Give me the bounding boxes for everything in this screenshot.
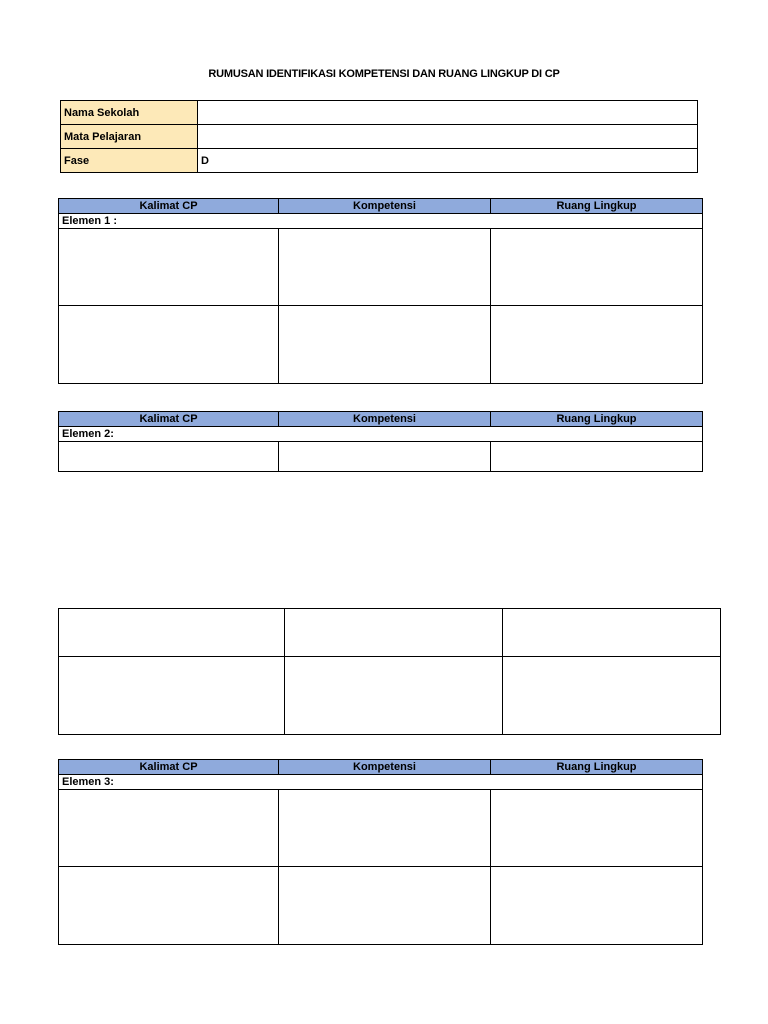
info-label-school: Nama Sekolah	[61, 101, 198, 125]
document-title: RUMUSAN IDENTIFIKASI KOMPETENSI DAN RUANG LINGKUP DI CP	[208, 68, 560, 80]
header-kalimat-cp: Kalimat CP	[59, 199, 279, 214]
element-label-row	[59, 775, 703, 790]
cell-kompetensi[interactable]	[279, 790, 491, 867]
cell-kompetensi[interactable]	[285, 609, 503, 657]
element-1-label: Elemen 1 :	[59, 214, 703, 229]
header-kalimat-cp: Kalimat CP	[59, 412, 279, 427]
cell-kalimat-cp[interactable]	[59, 657, 285, 735]
header-row	[59, 412, 703, 427]
cell-ruang-lingkup[interactable]	[491, 790, 703, 867]
cell-kalimat-cp[interactable]	[59, 790, 279, 867]
cell-ruang-lingkup[interactable]	[491, 229, 703, 306]
cell-ruang-lingkup[interactable]	[491, 442, 703, 472]
cell-kompetensi[interactable]	[279, 442, 491, 472]
element-2-continuation-table	[58, 608, 721, 735]
cell-kalimat-cp[interactable]	[59, 609, 285, 657]
cell-kompetensi[interactable]	[285, 657, 503, 735]
element-label-row	[59, 427, 703, 442]
table-row	[59, 229, 703, 306]
cell-kalimat-cp[interactable]	[59, 867, 279, 945]
header-kompetensi: Kompetensi	[279, 760, 491, 775]
table-row	[59, 867, 703, 945]
cell-kalimat-cp[interactable]	[59, 229, 279, 306]
element-3-table	[58, 759, 703, 945]
cell-kalimat-cp[interactable]	[59, 306, 279, 384]
element-3-label: Elemen 3:	[59, 775, 703, 790]
header-row	[59, 199, 703, 214]
info-row-school	[61, 101, 698, 125]
info-value-school[interactable]	[198, 101, 698, 125]
header-kompetensi: Kompetensi	[279, 199, 491, 214]
info-row-phase	[61, 149, 698, 173]
cell-kompetensi[interactable]	[279, 306, 491, 384]
element-2-table	[58, 411, 703, 472]
school-info-table	[60, 100, 698, 173]
element-label-row	[59, 214, 703, 229]
header-ruang-lingkup: Ruang Lingkup	[491, 199, 703, 214]
header-ruang-lingkup: Ruang Lingkup	[491, 760, 703, 775]
info-label-phase: Fase	[61, 149, 198, 173]
info-value-phase[interactable]: D	[198, 149, 698, 173]
header-row	[59, 760, 703, 775]
info-row-subject	[61, 125, 698, 149]
cell-ruang-lingkup[interactable]	[491, 306, 703, 384]
cell-kompetensi[interactable]	[279, 229, 491, 306]
cell-ruang-lingkup[interactable]	[503, 609, 721, 657]
cell-kompetensi[interactable]	[279, 867, 491, 945]
element-1-table	[58, 198, 703, 384]
cell-kalimat-cp[interactable]	[59, 442, 279, 472]
element-2-label: Elemen 2:	[59, 427, 703, 442]
table-row	[59, 657, 721, 735]
table-row	[59, 609, 721, 657]
cell-ruang-lingkup[interactable]	[503, 657, 721, 735]
header-kompetensi: Kompetensi	[279, 412, 491, 427]
info-label-subject: Mata Pelajaran	[61, 125, 198, 149]
table-row	[59, 790, 703, 867]
cell-ruang-lingkup[interactable]	[491, 867, 703, 945]
info-value-subject[interactable]	[198, 125, 698, 149]
table-row	[59, 442, 703, 472]
header-ruang-lingkup: Ruang Lingkup	[491, 412, 703, 427]
table-row	[59, 306, 703, 384]
header-kalimat-cp: Kalimat CP	[59, 760, 279, 775]
